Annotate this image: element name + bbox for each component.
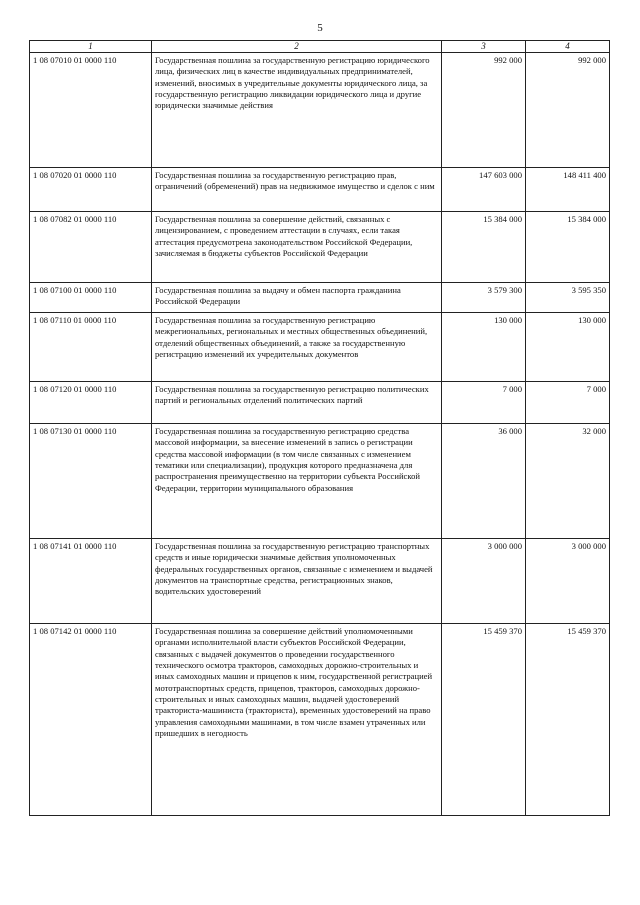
column-header-3: 3 xyxy=(442,41,526,53)
row-code: 1 08 07120 01 0000 110 xyxy=(30,382,152,424)
row-value-col3: 130 000 xyxy=(442,313,526,382)
revenue-table xyxy=(29,40,610,816)
row-code: 1 08 07142 01 0000 110 xyxy=(30,624,152,816)
row-description: Государственная пошлина за государственную регистрацию юридического лица, физических лиц в качестве индивидуальных предпринимателей, изменений, вносимых в учредительные документы юридического лица, за государственную регистрацию ликвидации юридического лица и другие юридически значимые действия xyxy=(152,53,442,168)
row-code: 1 08 07130 01 0000 110 xyxy=(30,424,152,539)
table-row xyxy=(30,624,610,816)
row-description: Государственная пошлина за государственную регистрацию средства массовой информации, за внесение изменений в запись о регистрации средства массовой информации (в том числе связанных с изменением тематики или специализации), продукция которого предназначена для распространения преимущественно на территории субъекта Российской Федерации, территории муниципального образования xyxy=(152,424,442,539)
table-row xyxy=(30,424,610,539)
table-row xyxy=(30,212,610,283)
row-code: 1 08 07100 01 0000 110 xyxy=(30,283,152,313)
row-description: Государственная пошлина за государственную регистрацию транспортных средств и иные юридически значимые действия уполномоченных федеральных государственных органов, связанные с изменением и выдачей документов на транспортные средства, регистрационных знаков, водительских удостоверений xyxy=(152,539,442,624)
row-code: 1 08 07010 01 0000 110 xyxy=(30,53,152,168)
row-code: 1 08 07082 01 0000 110 xyxy=(30,212,152,283)
column-header-1: 1 xyxy=(30,41,152,53)
column-header-4: 4 xyxy=(526,41,610,53)
table-row xyxy=(30,168,610,212)
row-value-col4: 32 000 xyxy=(526,424,610,539)
column-header-2: 2 xyxy=(152,41,442,53)
row-description: Государственная пошлина за государственную регистрацию прав, ограничений (обременений) прав на недвижимое имущество и сделок с ним xyxy=(152,168,442,212)
row-description: Государственная пошлина за выдачу и обмен паспорта гражданина Российской Федерации xyxy=(152,283,442,313)
row-description: Государственная пошлина за государственную регистрацию политических партий и региональных отделений политических партий xyxy=(152,382,442,424)
row-value-col3: 7 000 xyxy=(442,382,526,424)
row-description: Государственная пошлина за совершение действий уполномоченными органами исполнительной власти субъектов Российской Федерации, связанных с выдачей документов о проведении государственного технического осмотра тракторов, самоходных дорожно-строительных и иных самоходных машин и прицепов к ним, государственной регистрацией мототранспортных средств, прицепов, тракторов, самоходных дорожно-строительных и иных самоходных машин, выдачей удостоверений тракториста-машиниста (тракториста), временных удостоверений на право управления самоходными машинами, в том числе взамен утраченных или пришедших в негодность xyxy=(152,624,442,816)
row-value-col3: 147 603 000 xyxy=(442,168,526,212)
row-value-col4: 15 384 000 xyxy=(526,212,610,283)
table-row xyxy=(30,382,610,424)
row-value-col3: 3 579 300 xyxy=(442,283,526,313)
row-value-col4: 7 000 xyxy=(526,382,610,424)
row-value-col4: 15 459 370 xyxy=(526,624,610,816)
row-value-col4: 3 595 350 xyxy=(526,283,610,313)
row-value-col4: 130 000 xyxy=(526,313,610,382)
row-value-col3: 992 000 xyxy=(442,53,526,168)
row-value-col3: 15 384 000 xyxy=(442,212,526,283)
row-code: 1 08 07110 01 0000 110 xyxy=(30,313,152,382)
table-header-row xyxy=(30,41,610,53)
table-row xyxy=(30,53,610,168)
row-description: Государственная пошлина за совершение действий, связанных с лицензированием, с проведением аттестации в случаях, если такая аттестация предусмотрена законодательством Российской Федерации, зачисляемая в бюджеты субъектов Российской Федерации xyxy=(152,212,442,283)
row-value-col3: 3 000 000 xyxy=(442,539,526,624)
table-row xyxy=(30,539,610,624)
row-value-col4: 148 411 400 xyxy=(526,168,610,212)
row-value-col3: 15 459 370 xyxy=(442,624,526,816)
row-code: 1 08 07020 01 0000 110 xyxy=(30,168,152,212)
row-value-col3: 36 000 xyxy=(442,424,526,539)
row-code: 1 08 07141 01 0000 110 xyxy=(30,539,152,624)
row-description: Государственная пошлина за государственную регистрацию межрегиональных, региональных и местных общественных объединений, отделений общественных объединений, а также за государственную регистрацию изменений их учредительных документов xyxy=(152,313,442,382)
row-value-col4: 992 000 xyxy=(526,53,610,168)
table-row xyxy=(30,283,610,313)
table-row xyxy=(30,313,610,382)
page-number: 5 xyxy=(317,22,323,34)
row-value-col4: 3 000 000 xyxy=(526,539,610,624)
